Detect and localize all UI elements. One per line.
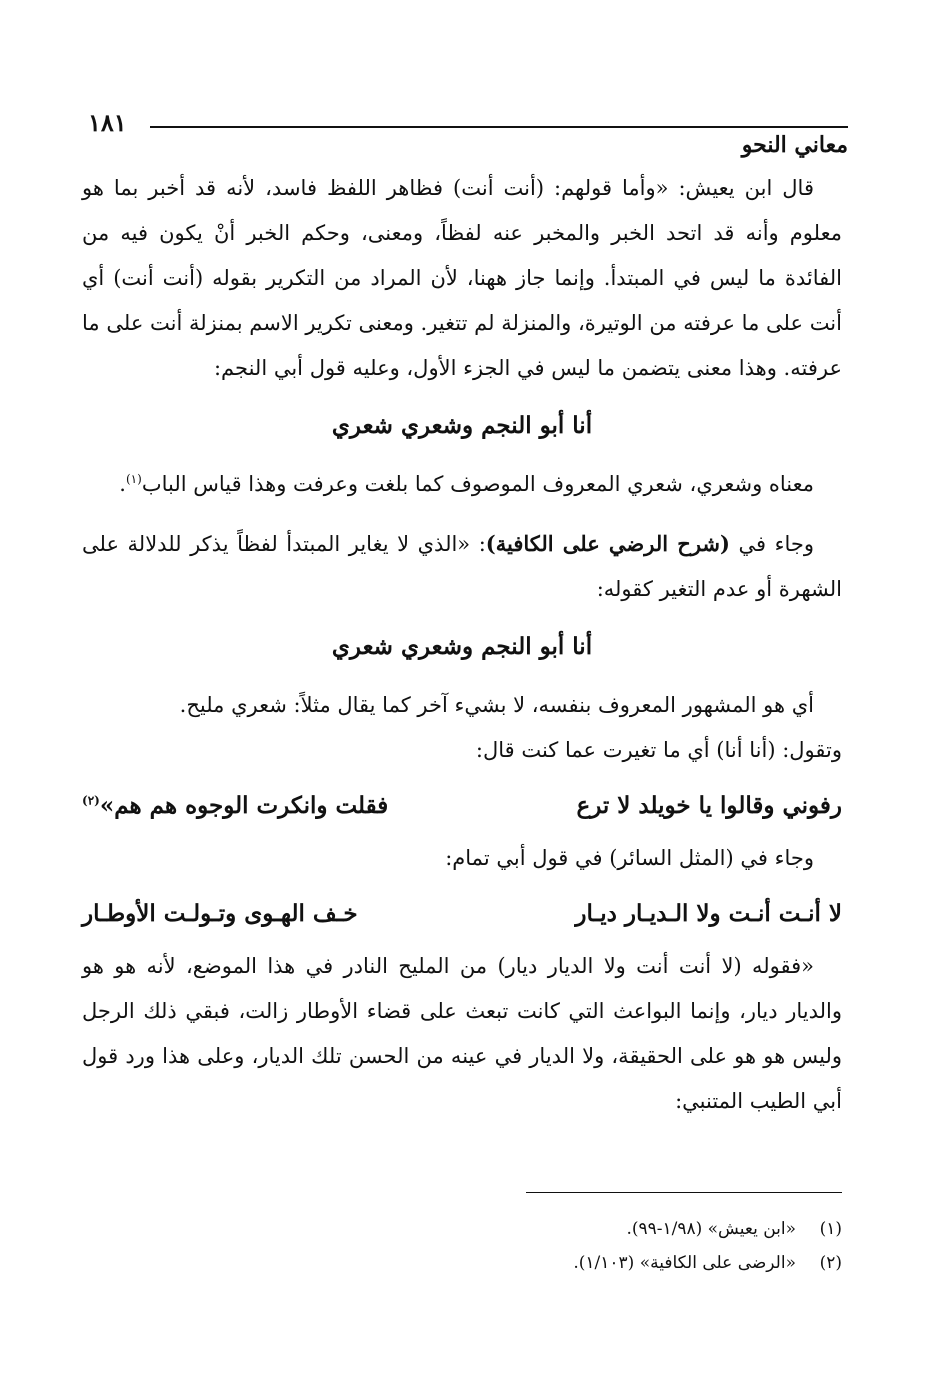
verse-second-hemistich: خـف الهـوى وتـولـت الأوطـار bbox=[82, 900, 358, 927]
main-text bbox=[82, 166, 842, 1124]
text-line: وتقول: (أنا أنا) أي ما تغيرت عما كنت قال: bbox=[475, 738, 842, 762]
text-line: الشهرة أو عدم التغير كقوله: bbox=[596, 577, 842, 601]
footnotes bbox=[342, 1212, 842, 1280]
text-line: «فقوله (لا أنت أنت ولا الديار ديار) من المليح النادر في هذا الموضع، لأنه هو هو bbox=[82, 954, 814, 978]
text-line: وجاء في (المثل السائر) في قول أبي تمام: bbox=[445, 846, 814, 870]
verse-khuwaylid bbox=[82, 783, 842, 828]
footnote-number: (٢) bbox=[819, 1253, 842, 1273]
footnote-number: (١) bbox=[819, 1219, 842, 1239]
hemistich-text: فقلت وانكرت الوجوه هم هم» bbox=[99, 792, 389, 819]
paragraph-meaning bbox=[82, 462, 842, 507]
footnote-1 bbox=[342, 1212, 842, 1246]
paragraph-radi bbox=[82, 521, 842, 612]
text-line: الفائدة ما ليس في المبتدأ. وإنما جاز ههنا، لأن المراد من التكرير بقوله (أنت أنت) أي bbox=[82, 266, 842, 290]
footnote-ref-2: (٢) bbox=[82, 793, 100, 808]
text-line: : «الذي لا يغاير المبتدأ لفظاً يذكر للدلالة على bbox=[82, 532, 486, 556]
header-rule bbox=[150, 126, 848, 128]
paragraph-explanation bbox=[82, 944, 842, 1124]
text-line: أنت على ما عرفته من الوتيرة، والمنزلة لم تتغير. ومعنى تكرير الاسم بمنزلة أنت على bbox=[106, 311, 842, 335]
text-line: أي هو المشهور المعروف بنفسه، لا بشيء آخر كما يقال مثلاً: شعري مليح. bbox=[179, 693, 814, 717]
spacer bbox=[82, 507, 842, 521]
footnote-2 bbox=[342, 1246, 842, 1280]
verse-abu-tammam bbox=[82, 891, 842, 936]
text-line: هذا ورد قول أبي الطيب المتنبي: bbox=[82, 1044, 842, 1113]
text-line: معلوم وأنه قد اتحد الخبر والمخبر عنه لفظاً، ومعنى، وحكم الخبر أنْ يكون فيه من bbox=[82, 221, 842, 245]
footnote-rule bbox=[526, 1192, 842, 1193]
text-line: وجاء في bbox=[729, 532, 814, 556]
page-number: ١٨١ bbox=[88, 108, 127, 137]
paragraph-famous bbox=[82, 683, 842, 728]
text-line: معناه وشعري، شعري المعروف الموصوف كما بلغت وعرفت وهذا قياس الباب bbox=[141, 472, 814, 496]
paragraph-mathal bbox=[82, 836, 842, 881]
verse-abu-najm-1: أنا أبو النجم وشعري شعري bbox=[331, 412, 593, 439]
page-header bbox=[88, 108, 848, 168]
text-line: . bbox=[119, 472, 126, 496]
verse-first-hemistich: رفوني وقالوا يا خويلد لا ترع bbox=[576, 792, 842, 819]
text-line: ما عرفته. وهذا معنى يتضمن ما ليس في الجزء الأول، وعليه قول أبي النجم: bbox=[82, 311, 842, 380]
text-line: والديار ديار، وإنما البواعث التي كانت تبعث على قضاء الأوطار زالت، فبقي ذلك bbox=[143, 999, 842, 1023]
footnote-text: «ابن يعيش» (١/٩٨-٩٩). bbox=[626, 1219, 796, 1239]
text-line: قال ابن يعيش: «وأما قولهم: (أنت أنت) فظاهر اللفظ فاسد، لأنه قد أخبر بما هو bbox=[82, 176, 814, 200]
book-title: (شرح الرضي على الكافية) bbox=[485, 531, 730, 556]
footnote-text: «الرضى على الكافية» (١/١٠٣). bbox=[573, 1253, 796, 1273]
footnote-ref-1: (١) bbox=[125, 472, 142, 486]
verse-abu-najm-2: أنا أبو النجم وشعري شعري bbox=[331, 633, 593, 660]
verse-second-hemistich bbox=[82, 783, 388, 828]
running-title: معاني النحو bbox=[741, 132, 848, 158]
paragraph-ana-ana bbox=[82, 728, 842, 773]
text-line: الرجل وليس هو هو على الحقيقة، ولا الديار في عينه من الحسن تلك الديار، وعلى bbox=[82, 999, 843, 1068]
paragraph-ibn-yaish bbox=[82, 166, 842, 391]
verse-first-hemistich: لا أنـت أنـت ولا الـديـار ديـار bbox=[575, 900, 842, 927]
